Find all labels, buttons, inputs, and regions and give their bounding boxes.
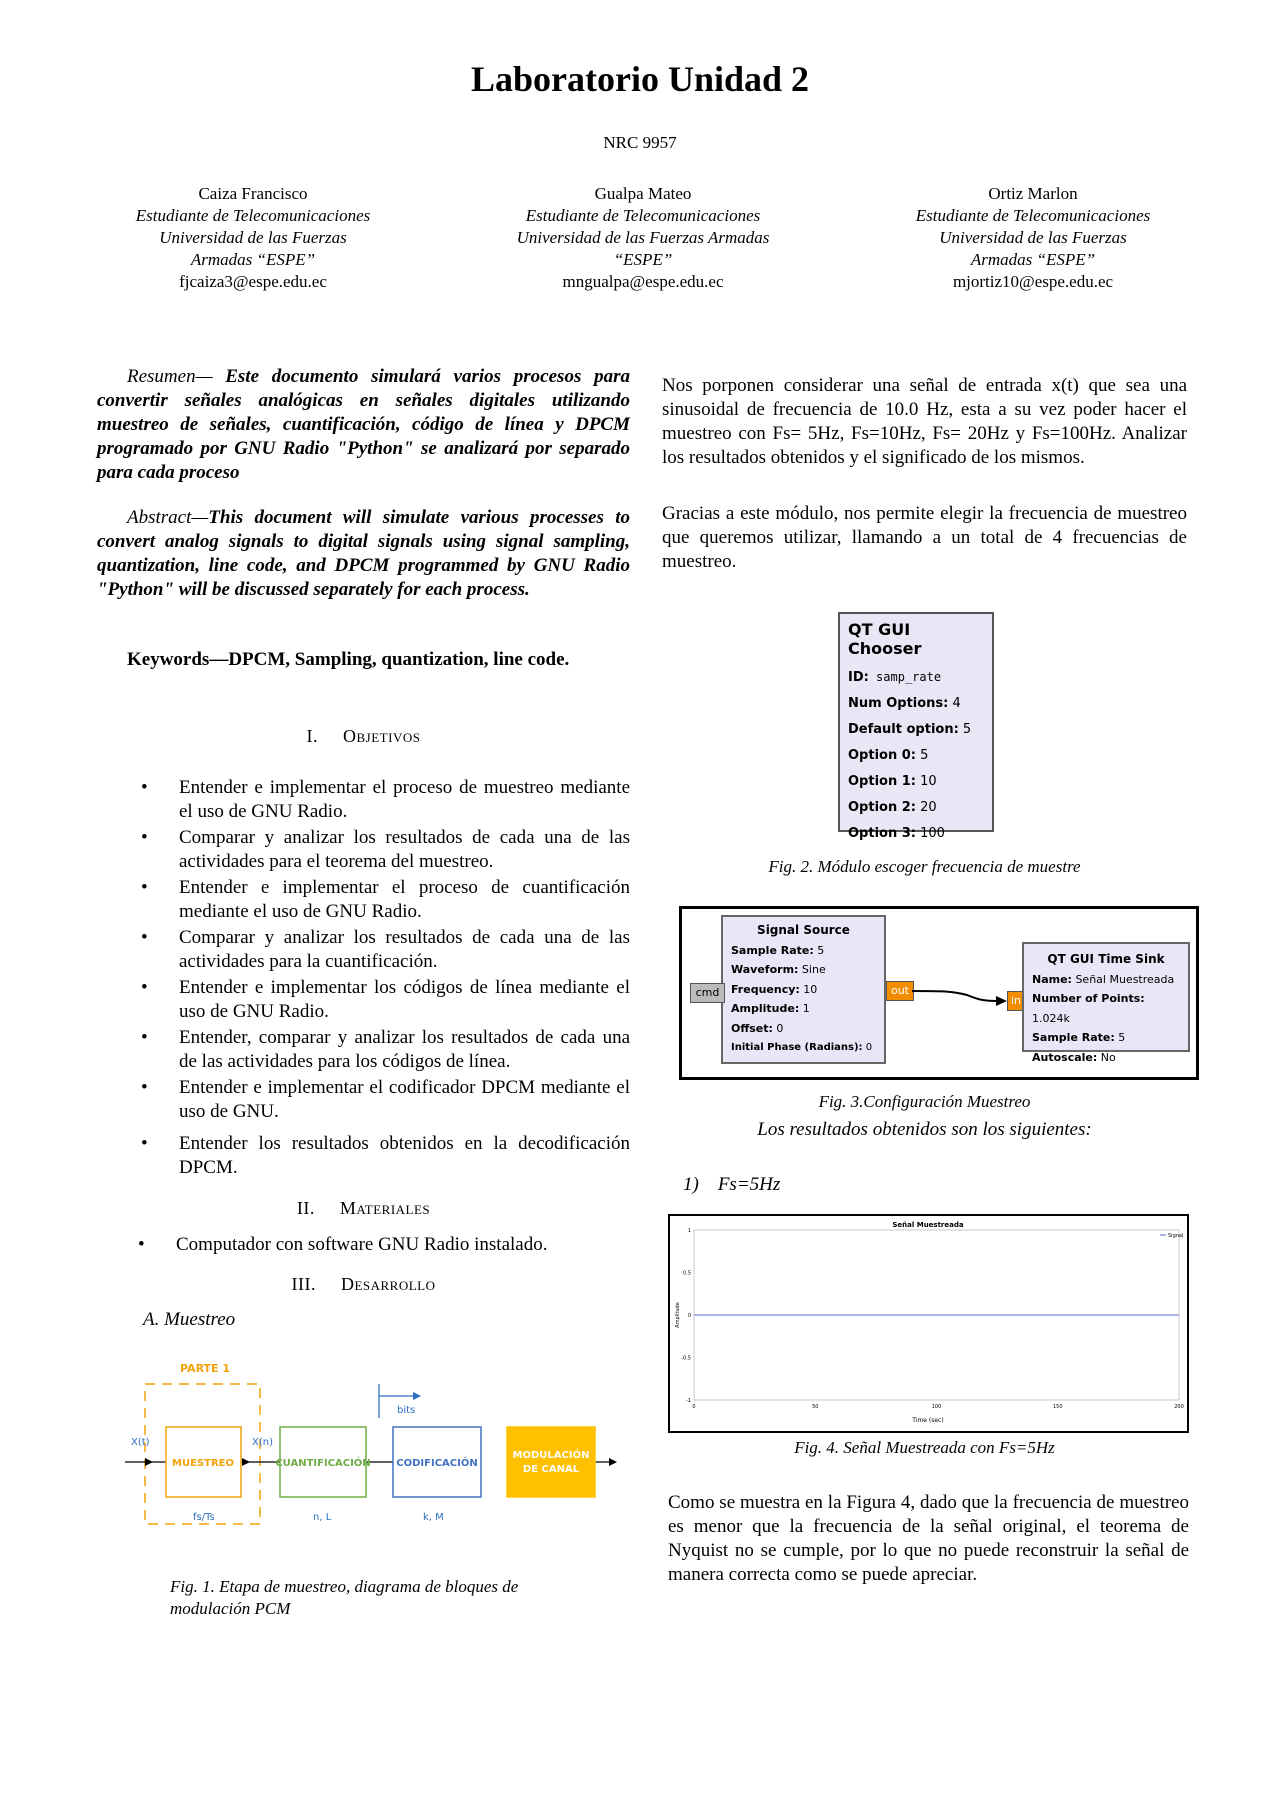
signal-plot <box>670 1216 1187 1431</box>
connection-arrow <box>912 979 1017 1009</box>
figure-4-caption: Fig. 4. Señal Muestreada con Fs=5Hz <box>794 1438 1055 1457</box>
section-heading-desarrollo <box>97 1274 630 1295</box>
y-tick-label: -0.5 <box>681 1355 691 1362</box>
chooser-row: Option 1: 10 <box>848 774 937 789</box>
bits-label: bits <box>397 1405 416 1416</box>
pcm-block-diagram <box>125 1356 620 1541</box>
keywords: Keywords—DPCM, Sampling, quantization, line code. <box>127 649 570 670</box>
source-row: Amplitude: 1 <box>731 1002 810 1015</box>
xt-label: X(t) <box>131 1437 150 1448</box>
author-affiliation: Estudiante de Telecomunicaciones <box>525 206 761 225</box>
plot-frame <box>668 1214 1189 1433</box>
chooser-title: QT GUI Chooser <box>848 620 922 658</box>
section-number: III. <box>291 1274 316 1294</box>
list-item: • Entender e implementar el proceso de cuantificación mediante el uso de GNU Radio. <box>141 877 630 922</box>
page-title: Laboratorio Unidad 2 <box>470 59 810 99</box>
source-row: Frequency: 10 <box>731 982 818 996</box>
course-code: NRC 9957 <box>603 133 677 152</box>
y-tick-label: 0 <box>687 1313 691 1319</box>
chooser-row: Num Options: 4 <box>848 696 961 711</box>
parte-label: PARTE 1 <box>180 1362 231 1375</box>
param-label: k, M <box>423 1512 444 1523</box>
section-number: II. <box>296 1198 315 1218</box>
author-affiliation: “ESPE” <box>613 250 673 269</box>
source-row: Initial Phase (Radians): 0 <box>731 1042 873 1053</box>
list-item: • Entender los resultados obtenidos en la decodificación DPCM. <box>141 1133 630 1178</box>
author-affiliation: Universidad de las Fuerzas Armadas <box>516 228 770 247</box>
section-heading-objetivos <box>97 726 630 747</box>
flowgraph-frame <box>679 906 1199 1080</box>
signal-source-block <box>721 915 886 1064</box>
author-name: Ortiz Marlon <box>988 184 1078 203</box>
paragraph-modulo: Gracias a este módulo, nos permite elegir la frecuencia de muestreo que queremos utilizar, llamando a un total de 4 frecuencias de muestreo. <box>662 503 1187 572</box>
figure-1-caption: Fig. 1. Etapa de muestreo, diagrama de bloques de modulación PCM <box>170 1577 519 1618</box>
list-item: • Entender e implementar los códigos de línea mediante el uso de GNU Radio. <box>141 977 630 1022</box>
out-port: out <box>886 981 914 1001</box>
modulacion-label: DE CANAL <box>522 1464 580 1475</box>
modulacion-label: MODULACIÓN <box>512 1450 590 1461</box>
source-row: Waveform: Sine <box>731 963 826 976</box>
chooser-row: Option 3: 100 <box>848 826 945 841</box>
y-tick-label: 1 <box>687 1228 691 1234</box>
sink-row: Name: Señal Muestreada <box>1032 972 1175 986</box>
xn-label: X(n) <box>252 1437 273 1448</box>
x-tick-label: 100 <box>931 1404 942 1410</box>
codificacion-label: CODIFICACIÓN <box>396 1458 478 1469</box>
list-item: • Computador con software GNU Radio instalado. <box>138 1234 548 1255</box>
arrow-icon <box>242 1458 250 1466</box>
section-number: I. <box>306 726 319 746</box>
chooser-row: Default option: 5 <box>848 722 972 737</box>
author-affiliation: Universidad de las Fuerzas <box>939 228 1127 247</box>
arrow-icon <box>996 996 1007 1006</box>
chooser-row: Option 2: 20 <box>848 800 937 815</box>
chooser-row: Option 0: 5 <box>848 748 929 763</box>
list-item: • Comparar y analizar los resultados de cada una de las actividades para la cuantificación. <box>141 927 630 972</box>
x-axis-label: Time (sec) <box>912 1417 944 1424</box>
sink-title: QT GUI Time Sink <box>1047 952 1165 966</box>
x-tick-label: 0 <box>692 1404 696 1410</box>
param-label: fs/Ts <box>193 1512 215 1523</box>
legend-entry: Signal <box>1168 1233 1184 1239</box>
param-label: n, L <box>313 1512 332 1523</box>
list-item: • Entender, comparar y analizar los resultados de cada una de las actividades para los códigos de línea. <box>141 1027 630 1072</box>
x-tick-group <box>692 1404 1183 1410</box>
subsection-fs5: 1) Fs=5Hz <box>683 1174 781 1195</box>
author-affiliation: Armadas “ESPE” <box>970 250 1096 269</box>
source-row: Sample Rate: 5 <box>731 943 825 957</box>
x-tick-label: 150 <box>1052 1404 1063 1410</box>
author-affiliation: Armadas “ESPE” <box>190 250 316 269</box>
figure-2-caption: Fig. 2. Módulo escoger frecuencia de muestre <box>768 857 1081 876</box>
paragraph-conclusion: Como se muestra en la Figura 4, dado que la frecuencia de muestreo es menor que la frecuencia de la señal original, el teorema de Nyquist no se cumple, por lo que no puede reconstruir la señal de manera correcta como se puede apreciar. <box>668 1492 1189 1585</box>
abstract-lead: Abstract— <box>127 507 209 528</box>
results-intro: Los resultados obtenidos son los siguientes: <box>757 1119 1092 1140</box>
list-item: • Entender e implementar el codificador DPCM mediante el uso de GNU. <box>141 1077 630 1122</box>
author-2 <box>483 183 803 293</box>
subsection-muestreo: A. Muestreo <box>143 1309 236 1330</box>
y-tick-group <box>681 1228 691 1404</box>
author-affiliation: Estudiante de Telecomunicaciones <box>135 206 371 225</box>
section-title: Objetivos <box>343 726 421 746</box>
section-heading-materiales <box>97 1198 630 1219</box>
resumen-lead: Resumen— <box>127 366 213 387</box>
sink-row: Number of Points: 1.024k <box>1032 992 1145 1025</box>
source-row: Offset: 0 <box>731 1021 784 1035</box>
muestreo-label: MUESTREO <box>172 1458 234 1469</box>
cmd-port: cmd <box>690 983 725 1003</box>
author-3 <box>873 183 1193 293</box>
arrow-icon <box>145 1458 153 1466</box>
list-item: • Entender e implementar el proceso de muestreo mediante el uso de GNU Radio. <box>141 777 630 822</box>
sink-row: Sample Rate: 5 <box>1032 1031 1126 1044</box>
modulacion-block <box>507 1427 595 1497</box>
author-name: Gualpa Mateo <box>594 184 692 203</box>
section-title: Materiales <box>339 1198 431 1218</box>
objetivos-list <box>141 776 630 1182</box>
resumen <box>97 365 630 485</box>
section-title: Desarrollo <box>340 1274 436 1294</box>
author-email: mjortiz10@espe.edu.ec <box>952 272 1114 291</box>
x-tick-label: 200 <box>1174 1404 1184 1410</box>
figure-3-caption: Fig. 3.Configuración Muestreo <box>818 1092 1031 1111</box>
resumen-text: Este documento simulará varios procesos para convertir señales analógicas en señales digitales utilizando muestreo de señales, cuantificación, código de línea y DPCM programado por GNU Radio "Python" se analizará por separado para cada proceso <box>97 366 630 483</box>
y-tick-label: -1 <box>686 1398 691 1404</box>
author-1 <box>93 183 413 293</box>
sink-row: Autoscale: No <box>1032 1050 1116 1064</box>
arrow-icon <box>413 1392 421 1400</box>
y-axis-label: Amplitude <box>675 1302 681 1328</box>
cuantificacion-label: CUANTIFICACIÓN <box>275 1458 371 1469</box>
x-tick-label: 50 <box>812 1404 819 1410</box>
materiales-list <box>138 1233 630 1259</box>
author-name: Caiza Francisco <box>198 184 308 203</box>
y-tick-label: 0.5 <box>683 1270 691 1277</box>
plot-title: Señal Muestreada <box>892 1221 964 1229</box>
author-email: fjcaiza3@espe.edu.ec <box>179 272 327 291</box>
author-affiliation: Universidad de las Fuerzas <box>159 228 347 247</box>
qt-gui-chooser-block <box>838 612 994 841</box>
chooser-row: ID: samp_rate <box>848 670 942 685</box>
source-title: Signal Source <box>757 923 850 937</box>
in-port: in <box>1007 991 1025 1011</box>
author-email: mngualpa@espe.edu.ec <box>562 272 724 291</box>
arrow-icon <box>609 1458 617 1466</box>
abstract-text: This document will simulate various processes to convert analog signals to digital signals using signal sampling, quantization, line code, and DPCM programmed by GNU Radio "Python" will be discussed separately for each process. <box>97 507 630 600</box>
author-affiliation: Estudiante de Telecomunicaciones <box>915 206 1151 225</box>
abstract-en <box>97 506 630 602</box>
qt-time-sink-block <box>1022 942 1190 1064</box>
list-item: • Comparar y analizar los resultados de cada una de las actividades para el teorema del muestreo. <box>141 827 630 872</box>
paragraph-intro: Nos porponen considerar una señal de entrada x(t) que sea una sinusoidal de frecuencia de 10.0 Hz, esta a su vez poder hacer el muestreo con Fs= 5Hz, Fs=10Hz, Fs= 20Hz y Fs=100Hz. Analizar los resultados obtenidos y el significado de los mismos. <box>662 375 1187 468</box>
